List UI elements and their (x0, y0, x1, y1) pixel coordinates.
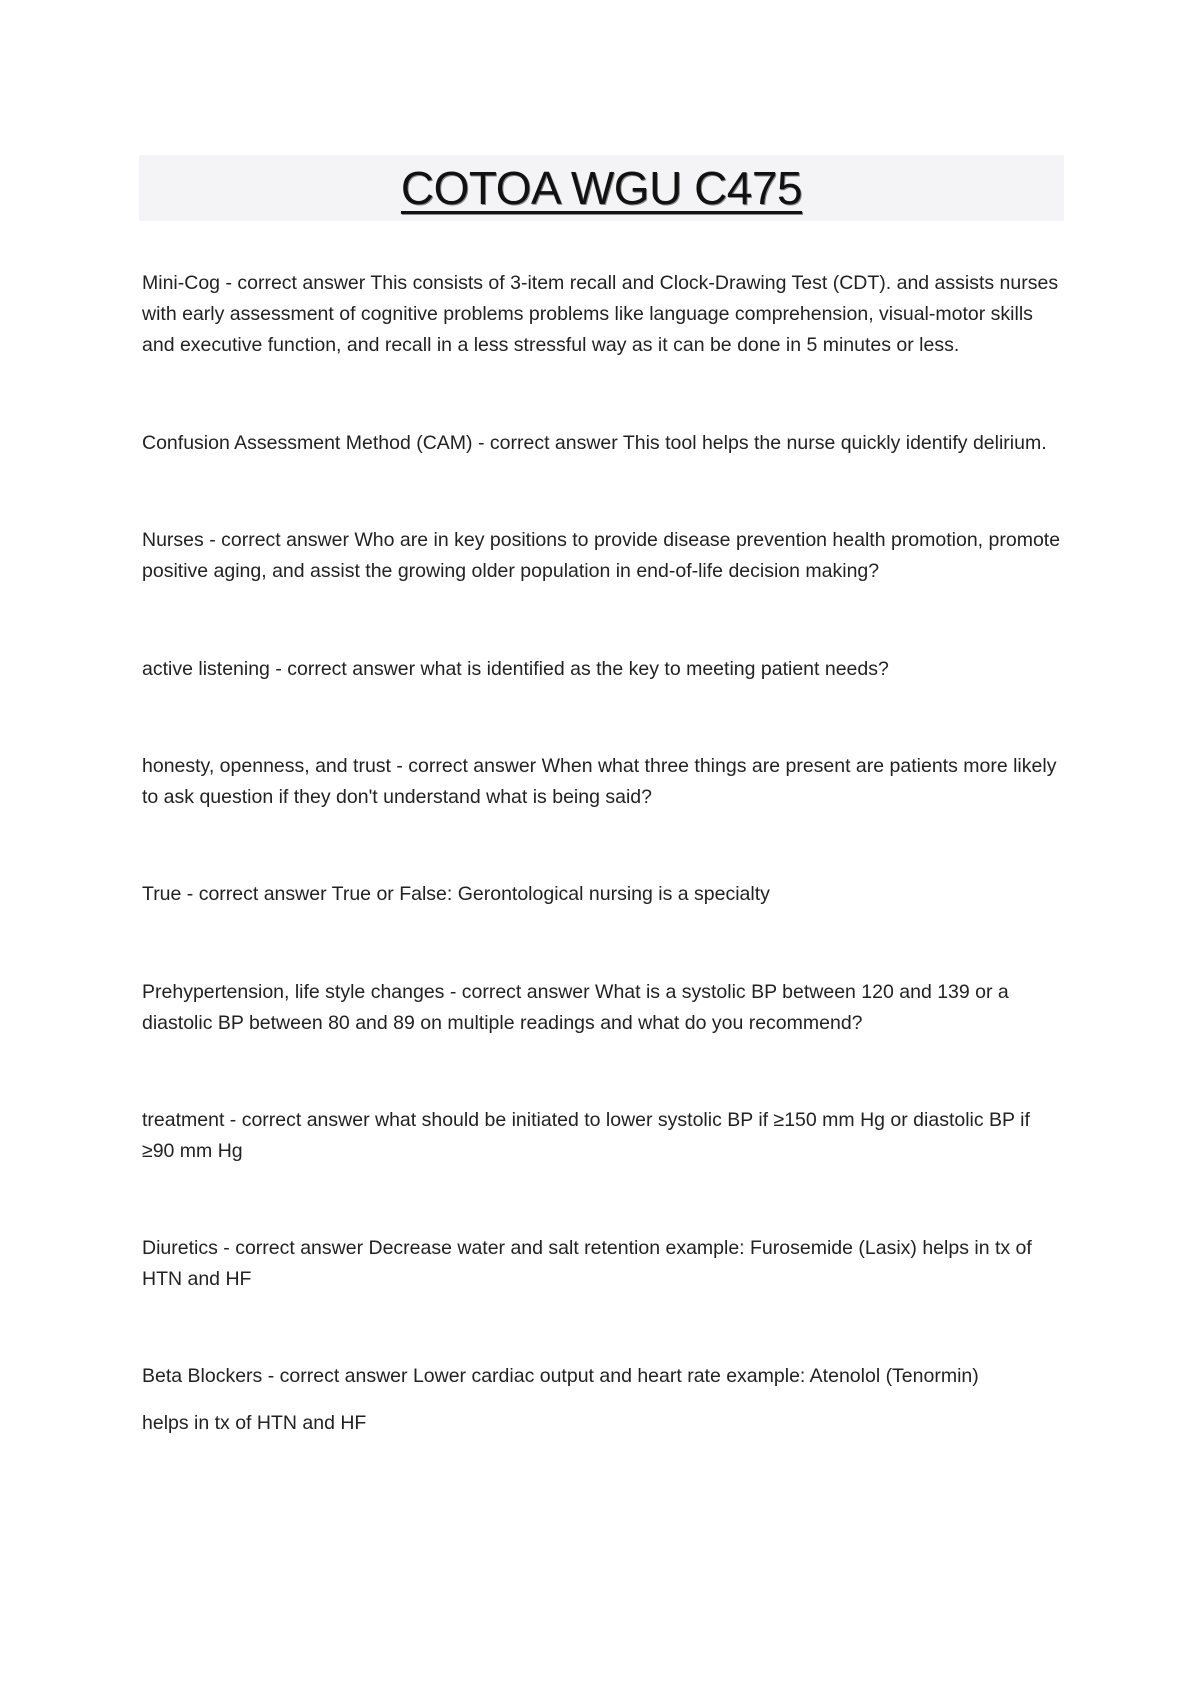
card-term: Confusion Assessment Method (CAM) (142, 432, 473, 454)
card-answer: Lower cardiac output and heart rate example: Atenolol (Tenormin) (412, 1365, 979, 1387)
flashcard-prehypertension (142, 977, 1062, 1039)
card-answer: This consists of 3-item recall and Clock-Drawing Test (CDT). and assists nurses with early assessment of cognitive problems problems like language comprehension, visual-motor skills and executive function, and recall in a less stressful way as it can be done in 5 minutes or less. (142, 272, 1059, 356)
flashcard-beta-blockers-continuation: helps in tx of HTN and HF (142, 1412, 367, 1434)
card-answer: This tool helps the nurse quickly identify delirium. (622, 432, 1047, 454)
flashcard-treatment (142, 1105, 1062, 1167)
card-separator: - correct answer (444, 981, 596, 1003)
card-term: Nurses (142, 529, 204, 551)
card-term: active listening (142, 658, 270, 680)
card-separator: - correct answer (269, 658, 421, 680)
document-title: COTOA WGU C475 (400, 162, 803, 214)
card-answer: what is identified as the key to meeting patient needs? (420, 658, 889, 680)
card-separator: - correct answer (262, 1365, 413, 1387)
flashcard-nurses (142, 525, 1062, 587)
flashcard-active-listening (142, 654, 1062, 685)
card-term: True (142, 883, 182, 905)
card-separator: - correct answer (220, 272, 371, 294)
card-answer: True or False: Gerontological nursing is a specialty (331, 883, 770, 905)
card-term: Diuretics (142, 1237, 218, 1259)
card-answer: When what three things are present are patients more likely to ask question if they don't understand what is being said? (142, 755, 1057, 808)
card-term: Beta Blockers (142, 1365, 263, 1387)
flashcard-honesty (142, 751, 1062, 813)
card-answer: What is a systolic BP between 120 and 139 or a diastolic BP between 80 and 89 on multiple readings and what do you recommend? (142, 981, 1009, 1034)
flashcard-cam (142, 428, 1062, 459)
card-answer: Decrease water and salt retention example: Furosemide (Lasix) helps in tx of HTN and HF (142, 1237, 1032, 1290)
card-separator: - correct answer (203, 529, 355, 551)
card-separator: - correct answer (181, 883, 332, 905)
card-separator: - correct answer (390, 755, 542, 777)
title-banner (139, 155, 1064, 221)
card-answer: Who are in key positions to provide disease prevention health promotion, promote positive aging, and assist the growing older population in end-of-life decision making? (142, 529, 1061, 582)
card-separator: - correct answer (217, 1237, 369, 1259)
card-term: treatment (142, 1109, 225, 1131)
card-answer: what should be initiated to lower systolic BP if ≥150 mm Hg or diastolic BP if ≥90 mm Hg (142, 1109, 1030, 1162)
card-separator: - correct answer (472, 432, 623, 454)
flashcard-beta-blockers (142, 1361, 1062, 1392)
flashcard-true-false (142, 879, 1062, 910)
flashcard-diuretics (142, 1233, 1062, 1295)
card-separator: - correct answer (224, 1109, 375, 1131)
flashcard-mini-cog (142, 268, 1062, 361)
flashcard-list (142, 268, 1062, 1439)
card-term: honesty, openness, and trust (142, 755, 391, 777)
card-term: Prehypertension, life style changes (142, 981, 445, 1003)
card-term: Mini-Cog (142, 272, 221, 294)
